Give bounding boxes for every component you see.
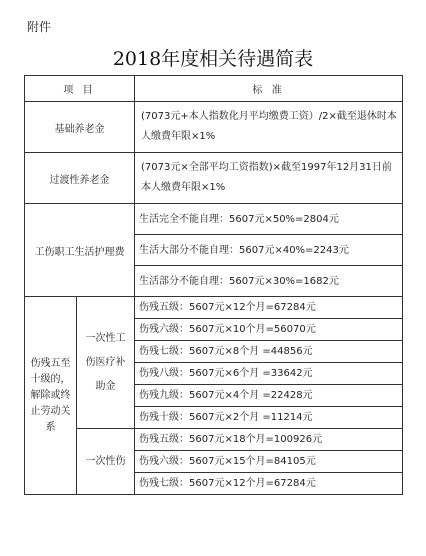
- medical-subsidy-item: 伤残六级：5607元×10个月=56070元: [135, 319, 403, 341]
- medical-subsidy-label: 一次性工伤医疗补助金: [77, 297, 135, 429]
- page-title: 2018年度相关待遇简表: [112, 48, 314, 70]
- header-item-cell: 项 目: [25, 76, 135, 102]
- medical-subsidy-item: 伤残五级：5607元×12个月=67284元: [135, 297, 403, 319]
- basic-pension-label: 基础养老金: [25, 102, 135, 153]
- header-standard-cell: 标 准: [135, 76, 403, 102]
- disability-5-10-label: 伤残五至十级的，解除或终止劳动关系: [25, 297, 77, 495]
- basic-pension-standard: (7073元+本人指数化月平均缴费工资）/2×截至退休时本人缴费年限×1%: [135, 102, 403, 153]
- table-row: [25, 153, 403, 204]
- medical-subsidy-item: 伤残八级：5607元×6个月 =33642元: [135, 363, 403, 385]
- disability-subsidy-item: 伤残五级：5607元×18个月=100926元: [135, 429, 403, 451]
- transitional-pension-standard: (7073元×全部平均工资指数)×截至1997年12月31日前本人缴费年限×1%: [135, 153, 403, 204]
- table-header-row: [25, 76, 403, 102]
- nursing-fee-item: 生活部分不能自理：5607元×30%=1682元: [135, 266, 403, 297]
- transitional-pension-label: 过渡性养老金: [25, 153, 135, 204]
- table-row: [25, 429, 403, 451]
- medical-subsidy-item: 伤残十级：5607元×2个月 =11214元: [135, 407, 403, 429]
- table-row: [25, 102, 403, 153]
- disability-subsidy-label: 一次性伤: [77, 429, 135, 495]
- table-row: [25, 297, 403, 319]
- nursing-fee-label: 工伤职工生活护理费: [25, 204, 135, 297]
- nursing-fee-item: 生活完全不能自理：5607元×50%=2804元: [135, 204, 403, 235]
- medical-subsidy-item: 伤残七级：5607元×8个月 =44856元: [135, 341, 403, 363]
- medical-subsidy-item: 伤残九级：5607元×4个月 =22428元: [135, 385, 403, 407]
- attachment-label: 附件: [27, 20, 52, 34]
- table-row: [25, 204, 403, 235]
- disability-subsidy-item: 伤残六级：5607元×15个月=84105元: [135, 451, 403, 473]
- disability-subsidy-item: 伤残七级：5607元×12个月=67284元: [135, 473, 403, 495]
- nursing-fee-item: 生活大部分不能自理：5607元×40%=2243元: [135, 235, 403, 266]
- benefits-table: [24, 75, 403, 495]
